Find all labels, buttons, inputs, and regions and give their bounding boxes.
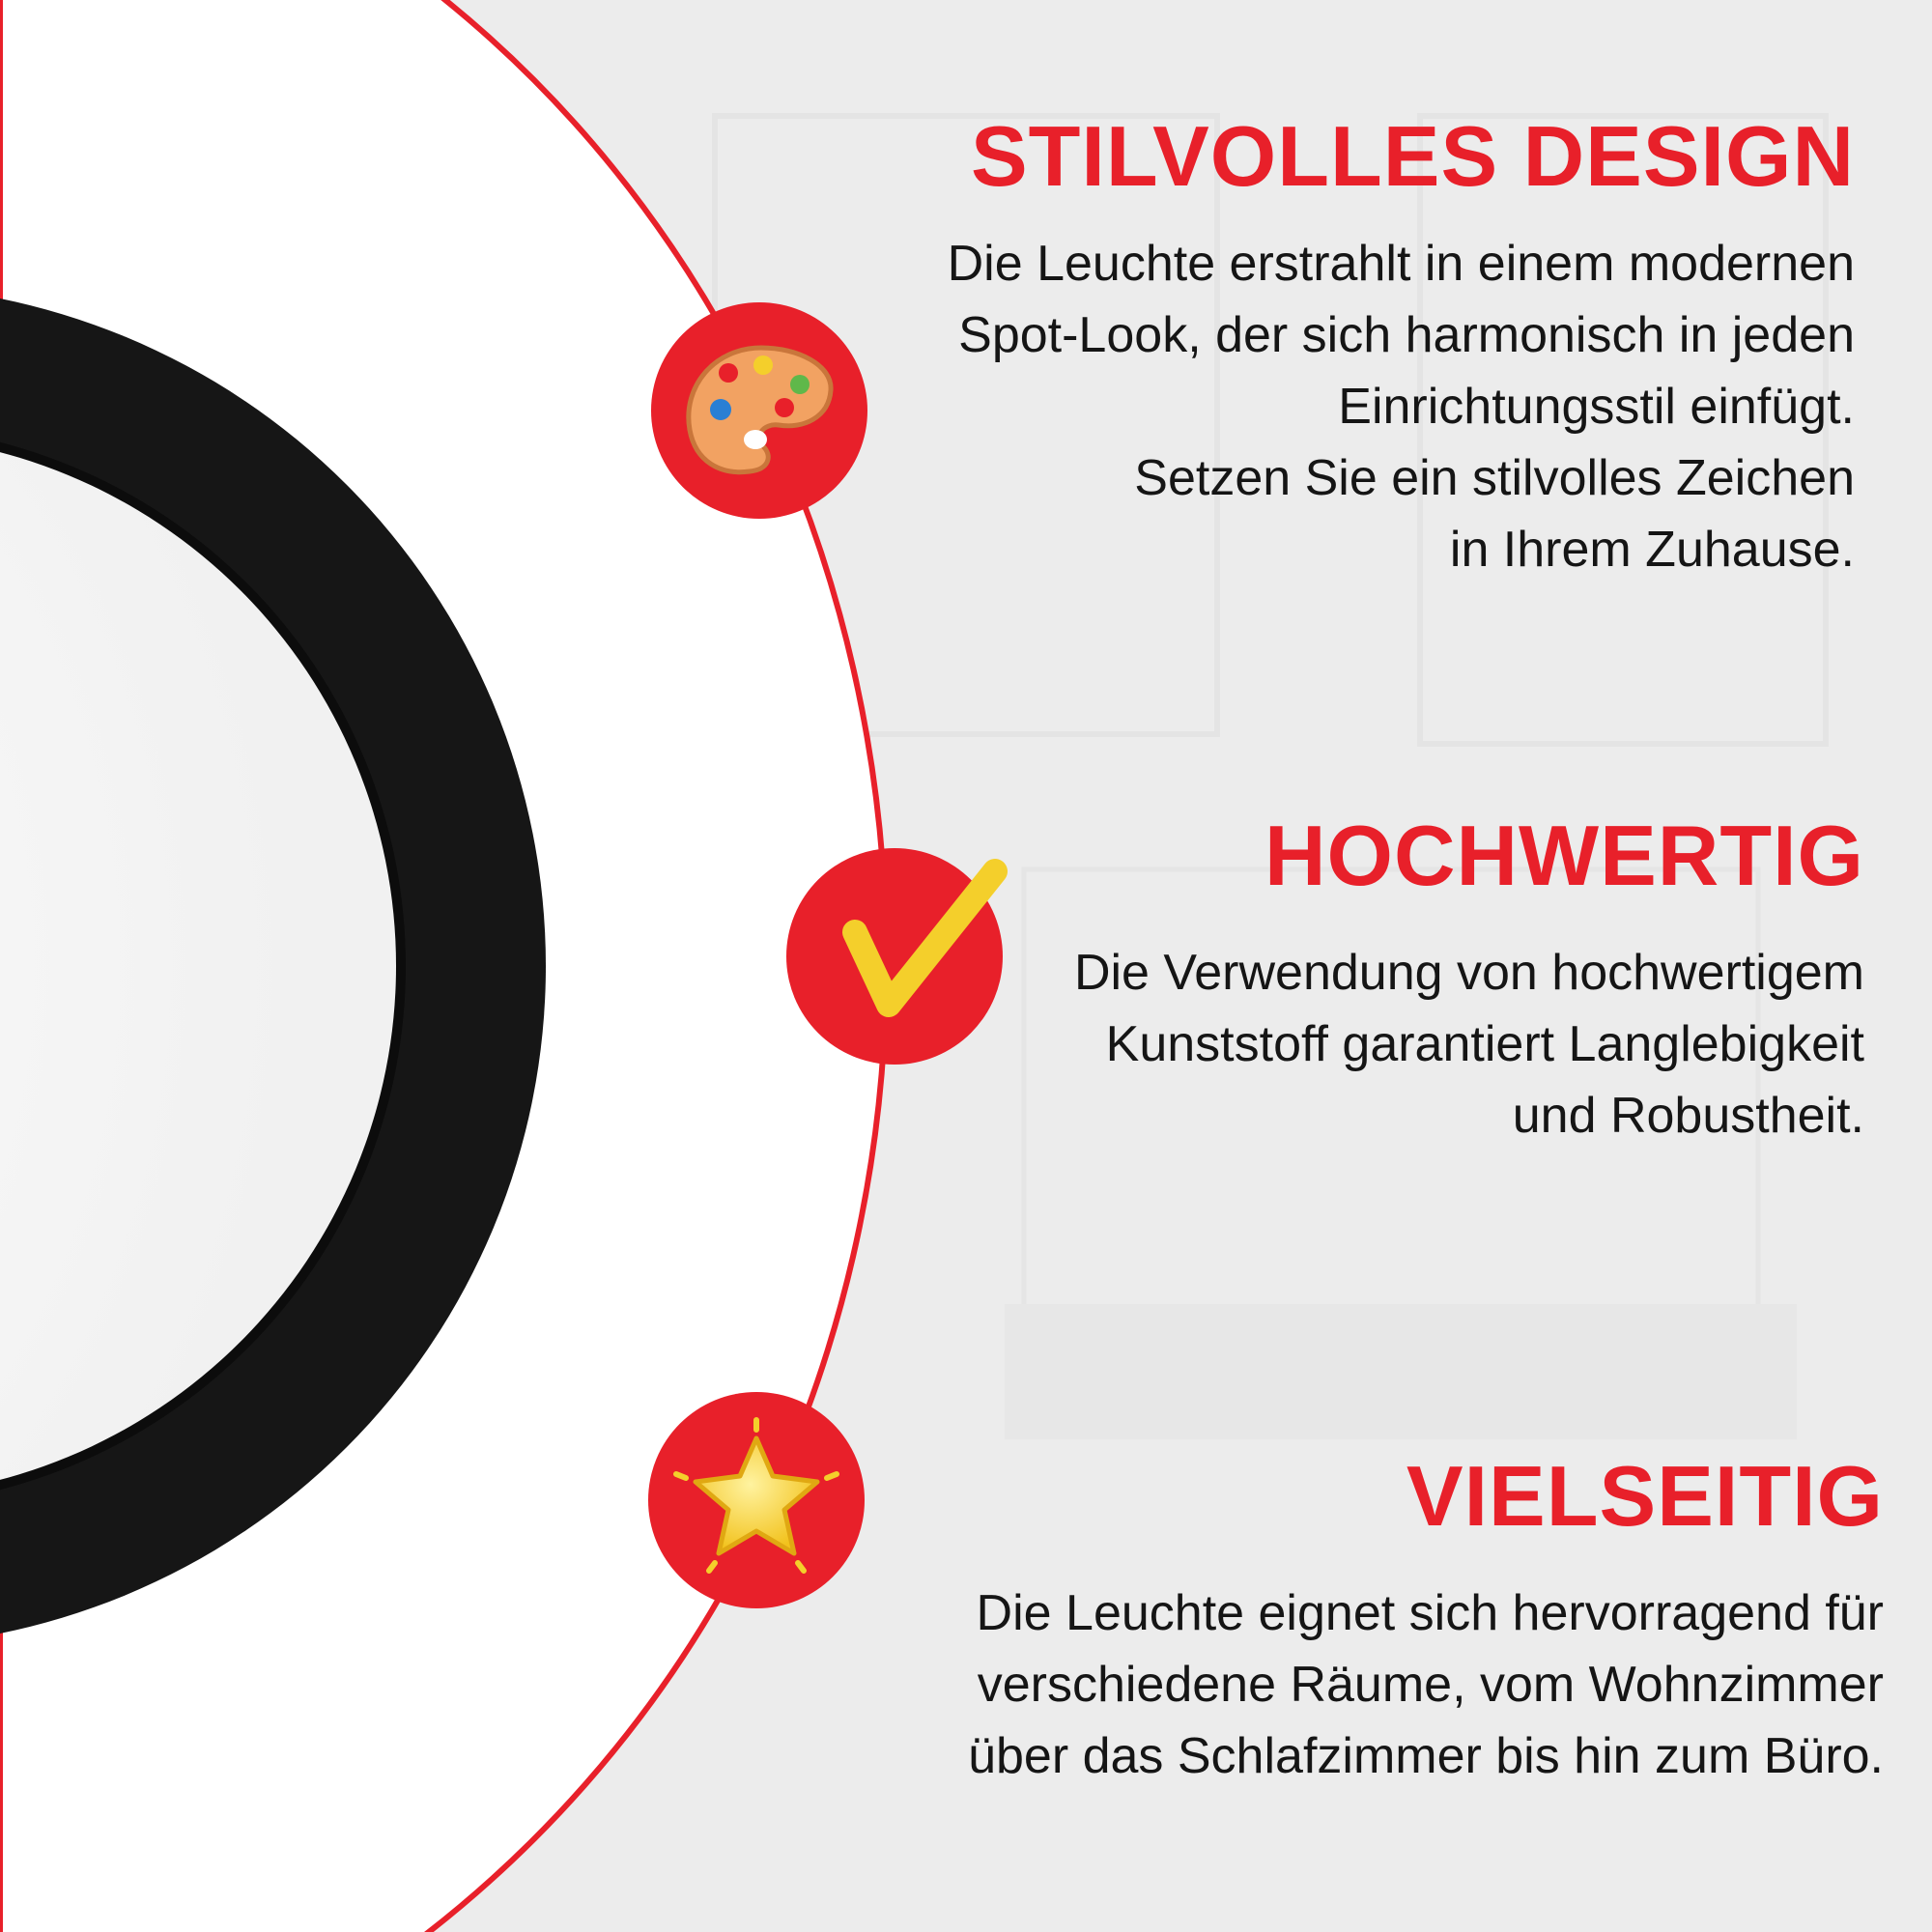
feature-title: STILVOLLES DESIGN <box>970 108 1855 204</box>
feature-hochwertig <box>802 808 1864 1151</box>
feature-title: VIELSEITIG <box>1406 1448 1884 1544</box>
feature-description: Die Verwendung von hochwertigem Kunststoff garantiert Langlebigkeit und Robustheit. <box>1073 945 1864 1144</box>
feature-vielseitig <box>724 1448 1884 1792</box>
feature-title: HOCHWERTIG <box>1264 808 1864 903</box>
feature-stilvolles-design <box>696 108 1855 585</box>
feature-description: Die Leuchte erstrahlt in einem modernen Spot-Look, der sich harmonisch in jeden Einrichtungsstil einfügt. Setzen Sie ein stilvolles Zeichen in Ihrem Zuhause. <box>947 236 1855 578</box>
feature-description: Die Leuchte eignet sich hervorragend für verschiedene Räume, vom Wohnzimmer über das Schlafzimmer bis hin zum Büro. <box>968 1585 1884 1784</box>
